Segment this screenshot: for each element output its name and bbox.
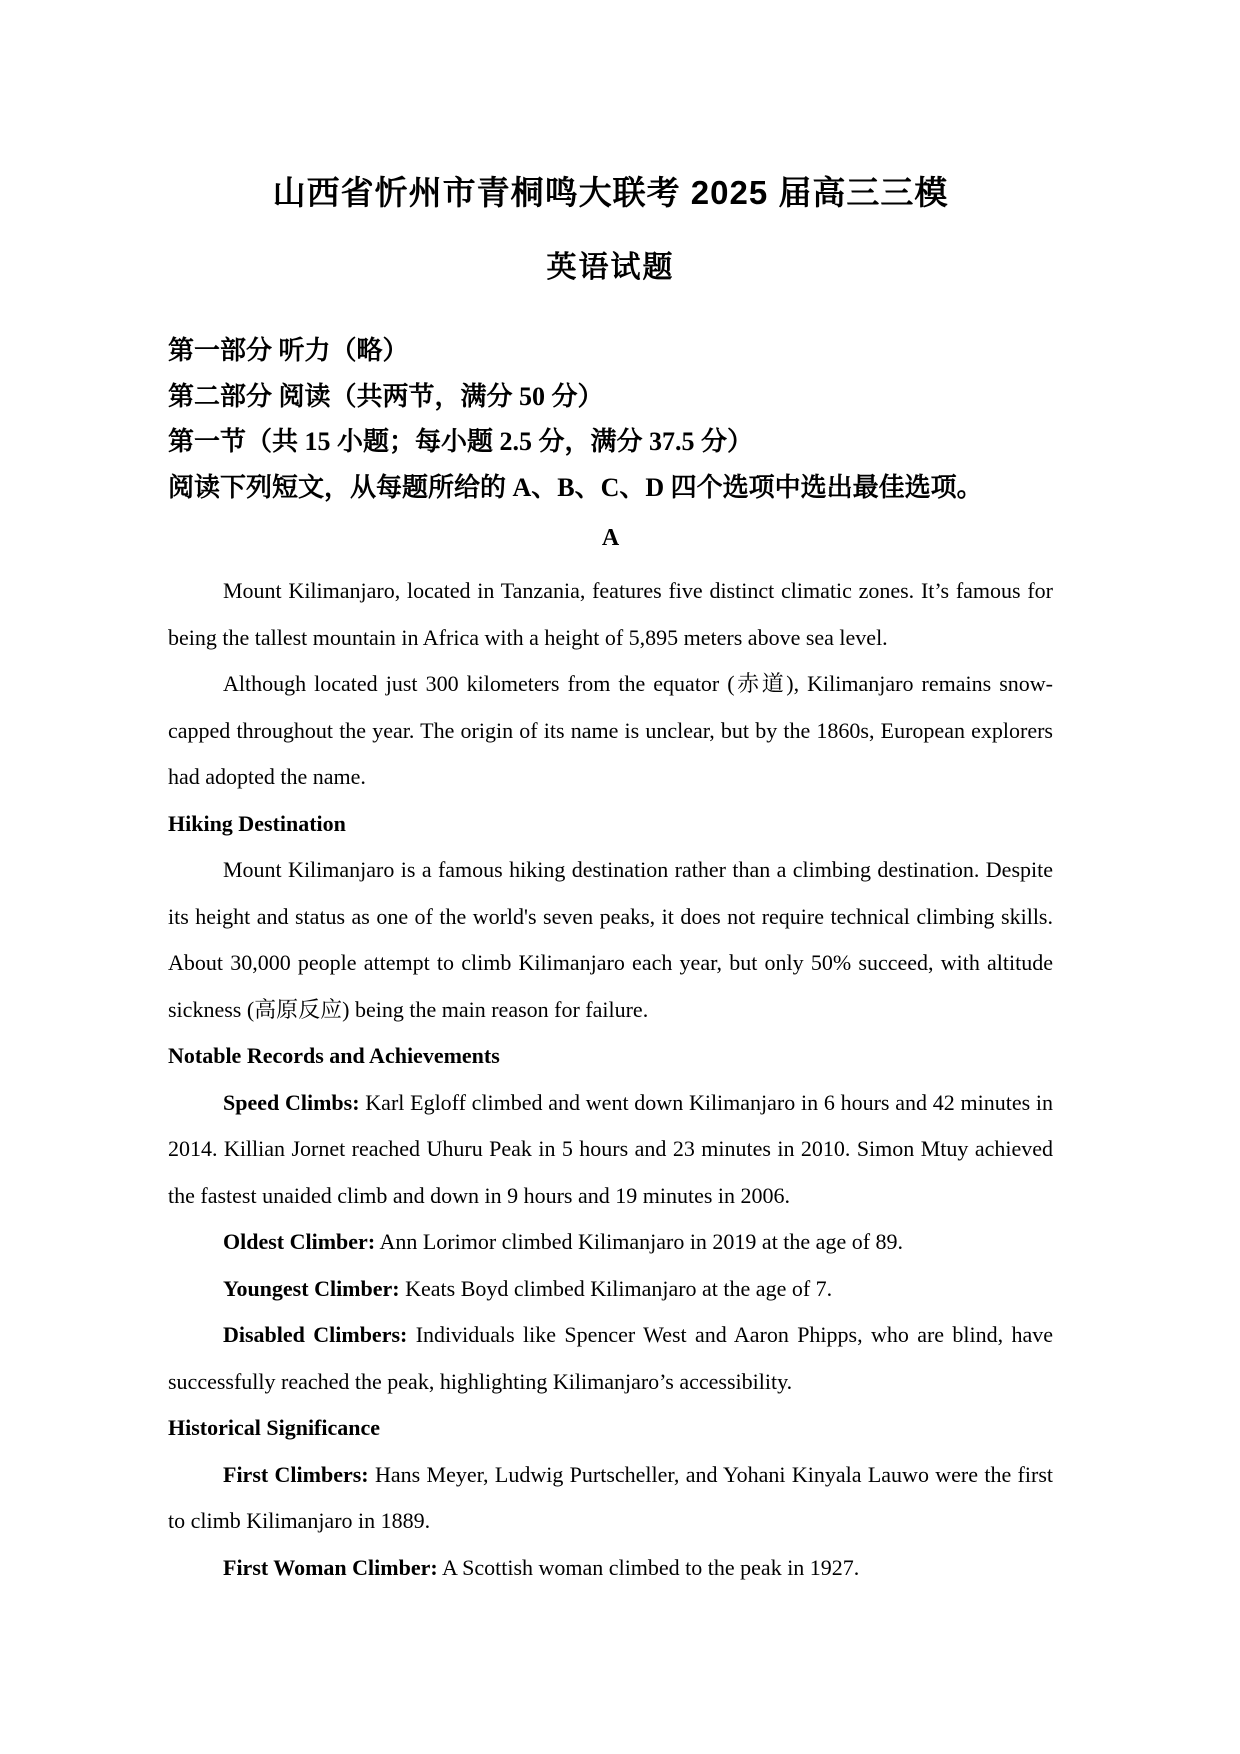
paragraph-text: Karl Egloff climbed and went down Kilimanjaro in 6 hours and 42 minutes in 2014. Killian Jornet reached Uhuru Peak in 5 hours and 23 minutes in 2010. Simon Mtuy achieved the fastest unaided climb and down in 9 hours and 19 minutes in 2006.	[168, 1089, 1053, 1208]
paragraph-lead: Speed Climbs:	[223, 1089, 360, 1115]
paragraph-lead: First Climbers:	[223, 1461, 369, 1487]
paper-subtitle: 英语试题	[546, 251, 675, 284]
section1-heading: 第一节（共 15 小题；每小题 2.5 分，满分 37.5 分）	[168, 427, 754, 456]
section-headers	[168, 328, 1053, 510]
paragraph-intro	[168, 568, 1053, 661]
reading-instruction: 阅读下列短文，从每题所给的 A、B、C、D 四个选项中选出最佳选项。	[168, 472, 983, 502]
heading-notable-records: Notable Records and Achievements	[168, 1043, 500, 1068]
paragraph-text: Individuals like Spencer West and Aaron Phipps, who are blind, have successfully reached the peak, highlighting Kilimanjaro’s accessibility.	[168, 1322, 1053, 1394]
paragraph-text: Mount Kilimanjaro is a famous hiking destination rather than a climbing destination. Despite its height and status as one of the world's seven peaks, it does not require technical climbing skills. About 30,000 people attempt to climb Kilimanjaro each year, but only 50% succeed, with altitude sickness (高原反应) being the main reason for failure.	[168, 857, 1053, 1022]
heading-historical-significance: Historical Significance	[168, 1415, 381, 1440]
paragraph-speed-climbs	[168, 1080, 1053, 1220]
paragraph-disabled-climbers	[168, 1312, 1053, 1405]
heading-hiking-destination: Hiking Destination	[168, 810, 346, 836]
passage-body	[168, 568, 1053, 1591]
part2-heading: 第二部分 阅读（共两节，满分 50 分）	[168, 381, 604, 411]
paper-title: 山西省忻州市青桐鸣大联考 2025 届高三三模	[272, 174, 949, 211]
paragraph-text: A Scottish woman climbed to the peak in 1927.	[437, 1554, 860, 1580]
paragraph-text: Keats Boyd climbed Kilimanjaro at the age of 7.	[399, 1275, 833, 1301]
paragraph-lead: Youngest Climber:	[223, 1275, 400, 1301]
paragraph-lead: Disabled Climbers:	[223, 1322, 408, 1347]
part1-heading: 第一部分 听力（略）	[168, 336, 409, 365]
paragraph-text: Ann Lorimor climbed Kilimanjaro in 2019 at the age of 89.	[375, 1229, 904, 1254]
paragraph-text: Hans Meyer, Ludwig Purtscheller, and Yohani Kinyala Lauwo were the first to climb Kilimanjaro in 1889.	[168, 1461, 1053, 1533]
paragraph-text: Although located just 300 kilometers from the equator (赤道), Kilimanjaro remains snow-capped throughout the year. The origin of its name is unclear, but by the 1860s, European explorers had adopted the name.	[168, 671, 1053, 789]
paragraph-first-climbers	[168, 1452, 1053, 1545]
paragraph-text: Mount Kilimanjaro, located in Tanzania, features five distinct climatic zones. It’s famous for being the tallest mountain in Africa with a height of 5,895 meters above sea level.	[168, 578, 1053, 650]
paragraph-oldest-climber	[168, 1219, 1053, 1266]
paragraph-lead: First Woman Climber:	[223, 1554, 438, 1580]
paragraph-hiking	[168, 847, 1053, 1033]
paragraph-equator	[168, 661, 1053, 801]
paragraph-lead: Oldest Climber:	[223, 1229, 376, 1254]
passage-label: A	[601, 525, 620, 551]
paragraph-first-woman-climber	[168, 1545, 1053, 1592]
paragraph-youngest-climber	[168, 1266, 1053, 1313]
